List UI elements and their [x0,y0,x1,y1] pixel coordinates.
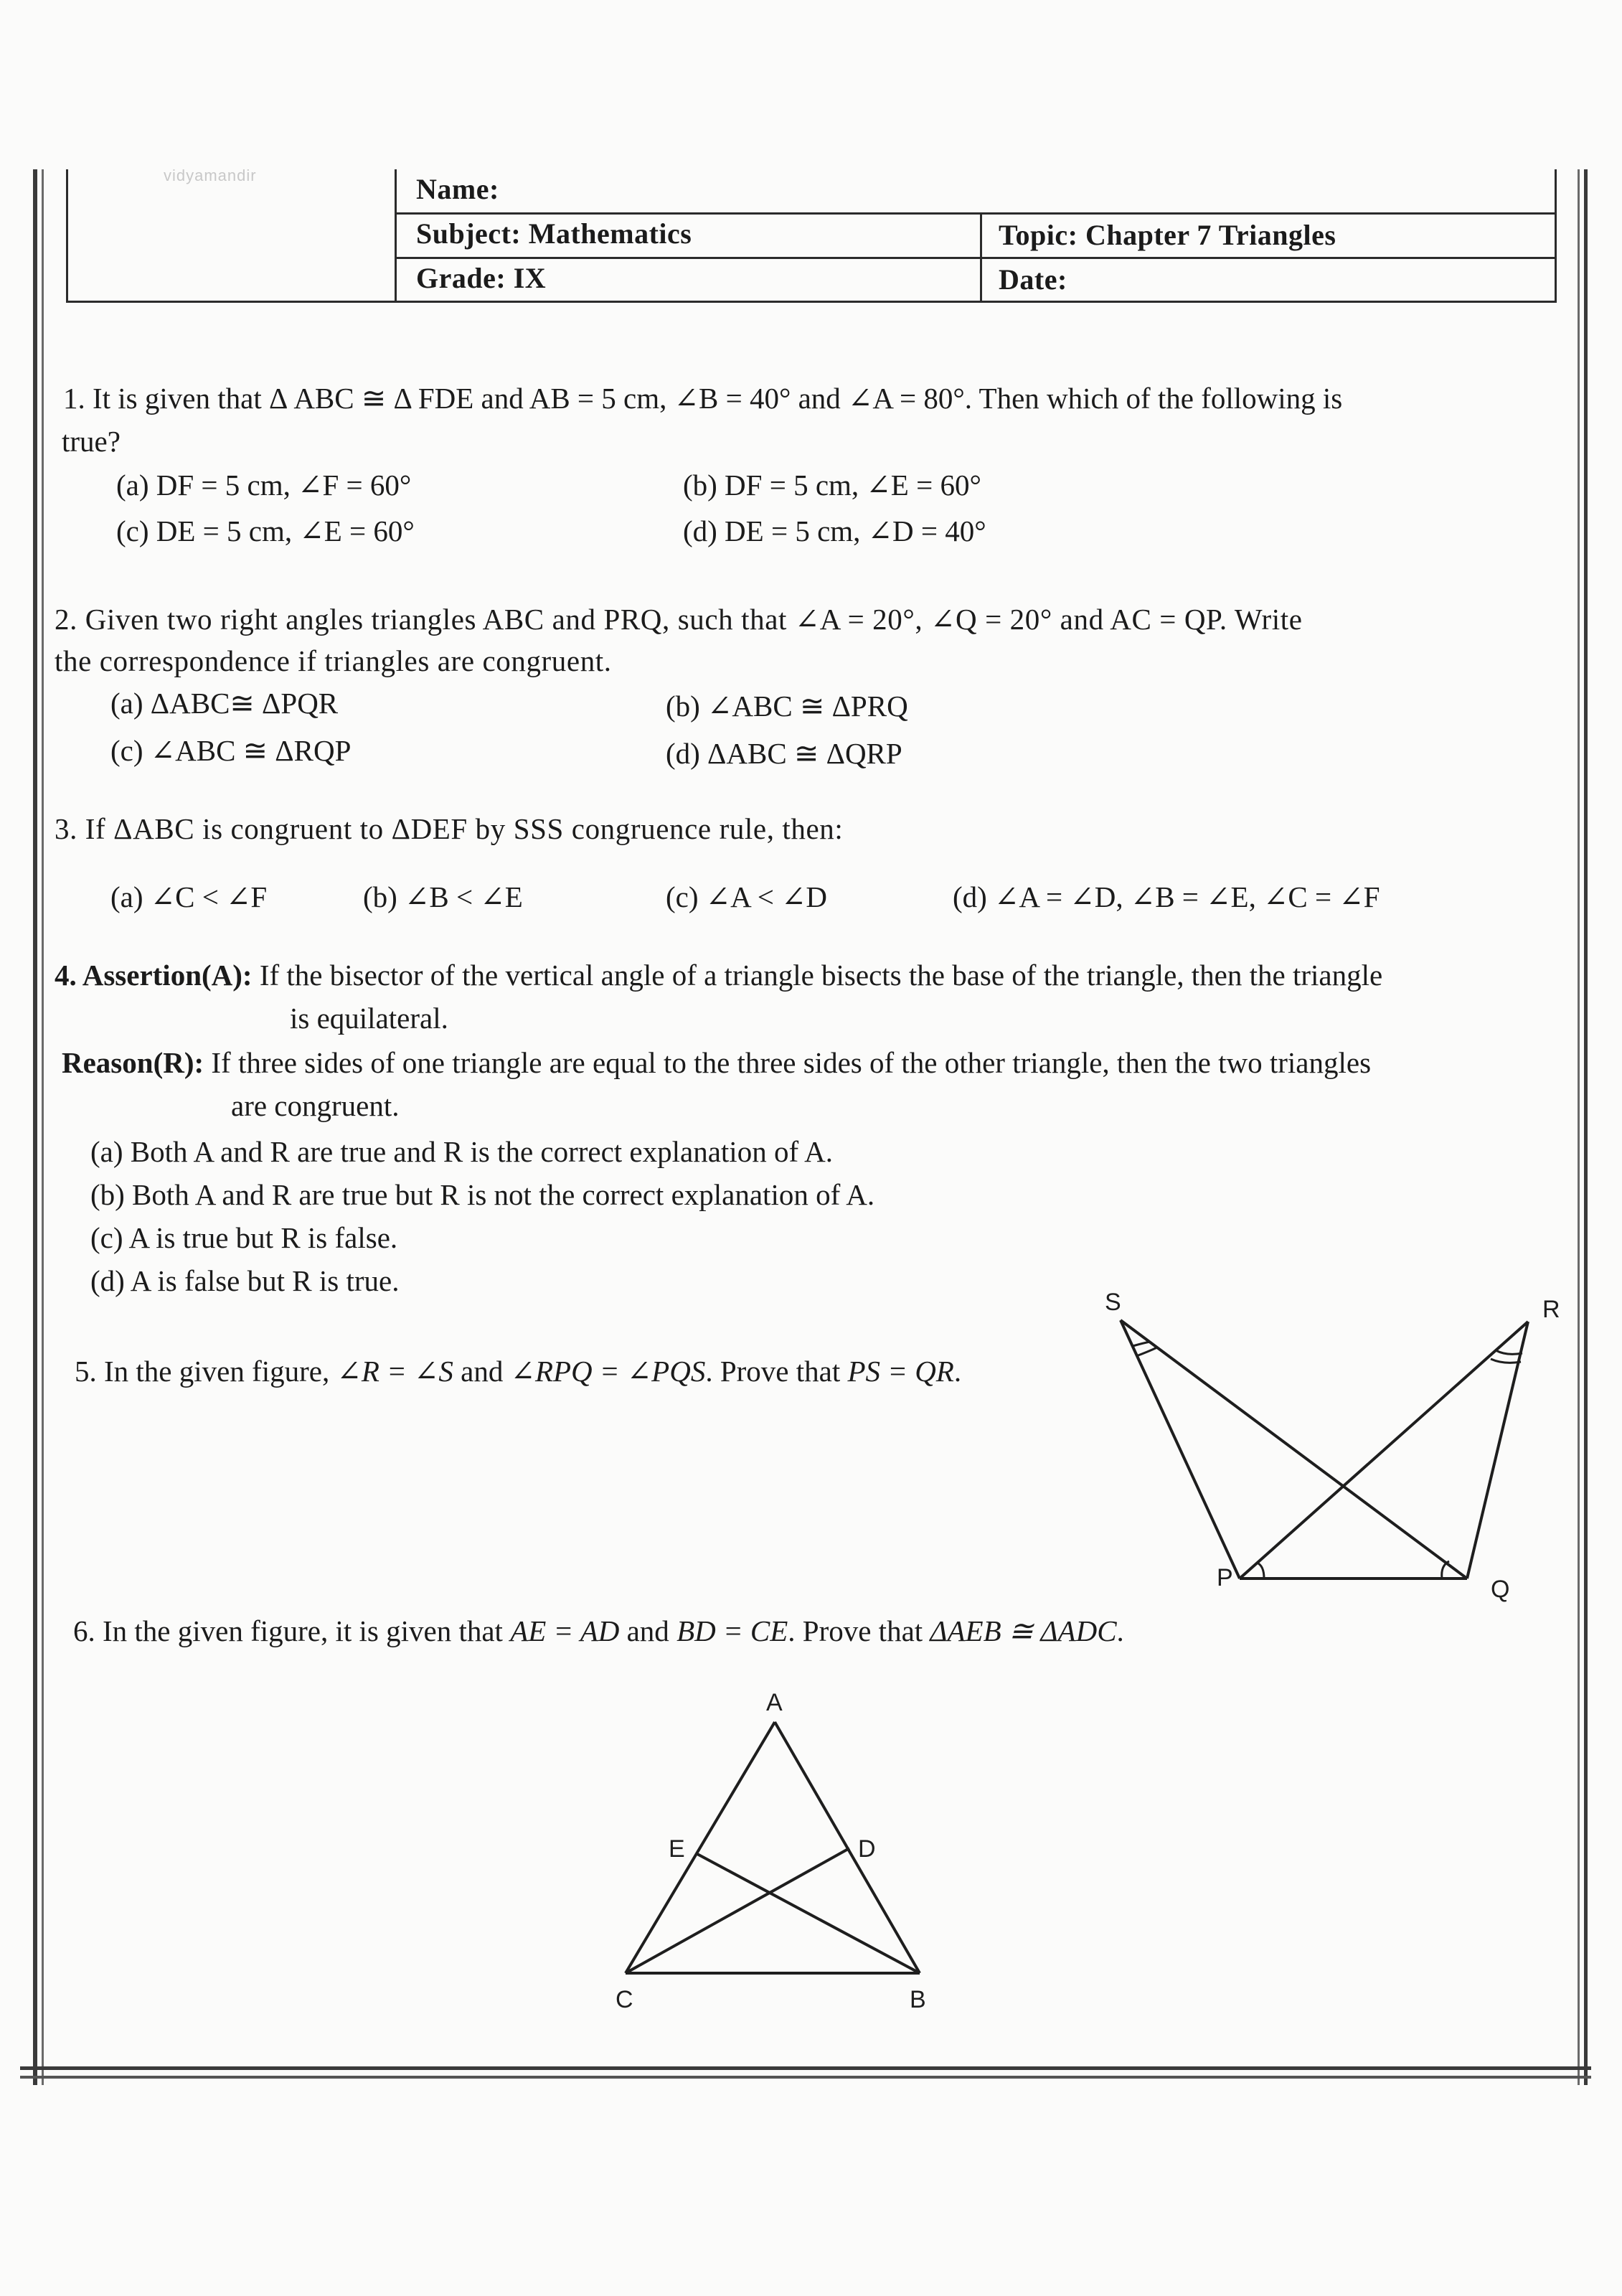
question-2-text: 2. Given two right angles triangles ABC and PRQ, such that ∠A = 20°, ∠Q = 20° and AC = QP. Write [55,603,1303,636]
q5-end: . [953,1355,962,1388]
q6-end: . [1116,1614,1124,1647]
question-3-option-c: (c) ∠A < ∠D [666,880,828,913]
school-logo: vidyamandir [164,166,257,184]
question-2-option-a: (a) ΔABC≅ ΔPQR [110,687,339,720]
reason-label: Reason(R): [62,1046,204,1079]
angle-mark-P [1257,1563,1264,1578]
label-Q: Q [1491,1576,1510,1603]
q6-goal-equation: ΔAEB ≅ ΔADC [930,1614,1117,1647]
label-C: C [616,1986,633,2013]
question-6-figure [588,1679,961,2023]
label-P: P [1217,1564,1233,1591]
page-border-right [1584,169,1588,2085]
label-E: E [669,1835,685,1863]
q5-and: and [453,1355,511,1388]
assertion-text: If the bisector of the vertical angle of a triangle bisects the base of the triangle, then the triangle [259,959,1383,992]
question-3-text: 3. If ΔABC is congruent to ΔDEF by SSS congruence rule, then: [55,812,844,845]
question-4-reason [62,1040,1371,1085]
q6-equation-2: BD = CE [676,1614,788,1647]
question-2-option-c: (c) ∠ABC ≅ ΔRQP [110,734,352,767]
page-border-left-inner [42,169,44,2085]
angle-mark-R-2 [1491,1359,1521,1363]
question-1-option-c: (c) DE = 5 cm, ∠E = 60° [116,514,415,547]
question-2-text-cont: the correspondence if triangles are congruent. [55,644,612,677]
segment-AC [626,1722,775,1973]
q5-angle-equation-2: ∠RPQ = ∠PQS [510,1355,706,1388]
question-3-option-a: (a) ∠C < ∠F [110,880,268,913]
segment-SQ [1121,1320,1467,1578]
segment-QR [1467,1322,1528,1578]
q6-and: and [619,1614,677,1647]
angle-mark-S-2 [1136,1347,1157,1356]
question-4-option-d: (d) A is false but R is true. [90,1264,400,1297]
label-D: D [858,1835,876,1863]
page-border-left [33,169,37,2085]
angle-mark-R-1 [1496,1350,1522,1354]
question-4-assertion [55,953,1382,997]
subject-label: Subject: Mathematics [416,217,692,250]
header-table [66,169,1557,303]
question-2-option-b: (b) ∠ABC ≅ ΔPRQ [666,690,908,723]
label-R: R [1542,1296,1560,1323]
question-4-reason-cont: are congruent. [231,1089,400,1122]
question-4-option-c: (c) A is true but R is false. [90,1221,398,1254]
label-B: B [910,1986,926,2013]
q6-prove: . Prove that [788,1614,930,1647]
question-4-assertion-cont: is equilateral. [290,1002,448,1035]
header-row-divider-1 [395,212,1557,215]
grade-label: Grade: IX [416,262,547,294]
question-5-figure [1076,1277,1593,1607]
topic-label: Topic: Chapter 7 Triangles [999,219,1336,251]
segment-SP [1121,1320,1240,1578]
q5-angle-equation-1: ∠R = ∠S [336,1355,453,1388]
question-1-option-a: (a) DF = 5 cm, ∠F = 60° [116,469,412,502]
q5-prefix: 5. In the given figure, [75,1355,337,1388]
label-A: A [766,1689,783,1716]
header-col-divider [980,212,982,303]
reason-text: If three sides of one triangle are equal to the three sides of the other triangle, then the two triangles [211,1046,1372,1079]
q5-prove: . Prove that [705,1355,848,1388]
question-4-option-b: (b) Both A and R are true but R is not the correct explanation of A. [90,1178,875,1211]
page-border-right-inner [1578,169,1580,2085]
question-1-option-d: (d) DE = 5 cm, ∠D = 40° [683,514,986,547]
question-3-option-b: (b) ∠B < ∠E [363,880,523,913]
label-S: S [1105,1289,1121,1316]
date-field-label: Date: [999,263,1067,296]
question-6-text [73,1609,1124,1653]
q6-prefix: 6. In the given figure, it is given that [73,1614,511,1647]
page-border-bottom [20,2066,1591,2070]
q6-equation-1: AE = AD [510,1614,620,1647]
header-row-divider-2 [395,257,1557,259]
segment-PR [1240,1322,1528,1578]
name-field-label: Name: [416,173,499,205]
q5-goal-equation: PS = QR [847,1355,954,1388]
assertion-label: 4. Assertion(A): [55,959,253,992]
question-1-text: 1. It is given that Δ ABC ≅ Δ FDE and AB = 5 cm, ∠B = 40° and ∠A = 80°. Then which of the following is [63,382,1343,415]
question-1-text-cont: true? [62,425,121,458]
angle-mark-S-1 [1133,1342,1150,1346]
question-5-text [75,1349,961,1393]
page-border-bottom-inner [20,2076,1591,2079]
question-2-option-d: (d) ΔABC ≅ ΔQRP [666,737,902,770]
question-3-option-d: (d) ∠A = ∠D, ∠B = ∠E, ∠C = ∠F [953,880,1380,913]
segment-DC [626,1848,849,1973]
question-4-option-a: (a) Both A and R are true and R is the correct explanation of A. [90,1135,833,1168]
question-1-option-b: (b) DF = 5 cm, ∠E = 60° [683,469,981,502]
